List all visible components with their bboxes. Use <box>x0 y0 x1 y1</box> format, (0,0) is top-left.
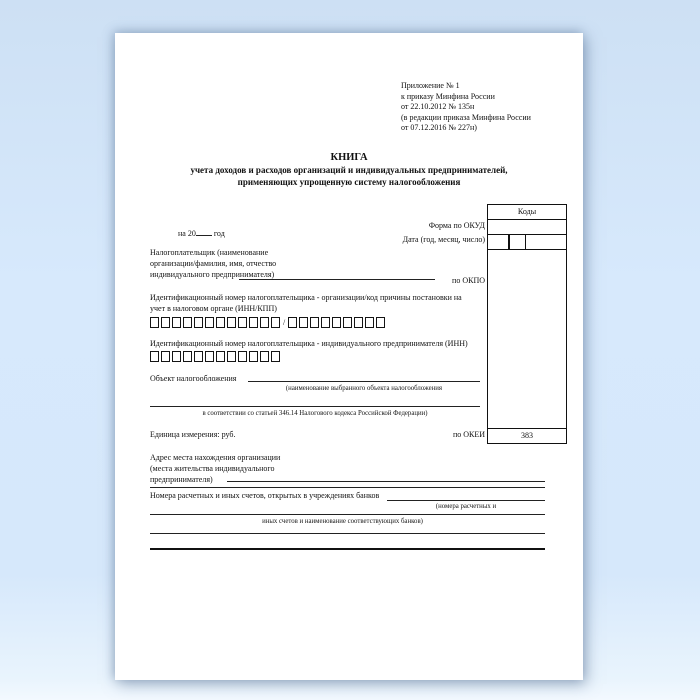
regulation-note-line: (в редакции приказа Минфина России <box>401 112 531 122</box>
tax-object-hint1: (наименование выбранного объекта налогообложения <box>285 385 443 392</box>
digit-cell <box>249 351 258 362</box>
period-suffix: год <box>213 229 225 238</box>
digit-cell <box>365 317 374 328</box>
digit-cell <box>161 317 170 328</box>
tax-object-fill-line2 <box>150 406 480 407</box>
inn-kpp-separator: / <box>283 318 286 327</box>
document-subtitle-line2: применяющих упрощенную систему налогообложения <box>237 177 461 187</box>
digit-cell <box>216 351 225 362</box>
codes-box <box>487 204 567 444</box>
okud-value-cell <box>488 220 566 235</box>
inn-ip-cells <box>150 351 282 362</box>
address-label-line: (места жительства индивидуального <box>150 464 275 473</box>
document-sheet <box>115 33 583 680</box>
address-fill-line <box>227 481 545 482</box>
section-divider-line <box>150 548 545 550</box>
okpo-label: по ОКПО <box>452 276 485 285</box>
date-cell-month <box>510 235 526 249</box>
date-cell-year <box>488 235 510 249</box>
regulation-note-line: к приказу Минфина России <box>401 91 495 101</box>
inn-kpp-label-line: Идентификационный номер налогоплательщика - организации/код причины постановки на <box>150 293 462 302</box>
accounts-fill-line2 <box>150 514 545 515</box>
digit-cell <box>271 317 280 328</box>
period-line <box>178 226 225 239</box>
taxpayer-label-line: индивидуального предпринимателя) <box>150 270 275 279</box>
digit-cell <box>238 317 247 328</box>
period-prefix: на 20 <box>178 229 196 238</box>
accounts-label: Номера расчетных и иных счетов, открытых в учреждениях банков <box>150 491 380 500</box>
digit-cell <box>343 317 352 328</box>
accounts-fill-line3 <box>150 533 545 534</box>
digit-cell <box>249 317 258 328</box>
digit-cell <box>271 351 280 362</box>
accounts-fill-line <box>387 500 545 501</box>
unit-label: Единица измерения: руб. <box>150 430 236 439</box>
okei-value-cell: 383 <box>488 428 566 443</box>
codes-box-spacer <box>488 250 566 428</box>
date-cell-day <box>526 235 566 249</box>
regulation-note <box>401 81 531 134</box>
digit-cell <box>376 317 385 328</box>
address-label-line: Адрес места нахождения организации <box>150 453 281 462</box>
inn-org-cells <box>150 317 282 328</box>
address-fill-line2 <box>150 487 545 488</box>
digit-cell <box>227 317 236 328</box>
digit-cell <box>227 351 236 362</box>
taxpayer-label-line: Налогоплательщик (наименование <box>150 248 269 257</box>
digit-cell <box>150 351 159 362</box>
period-year-blank <box>196 226 212 236</box>
inn-kpp-label-line: учет в налоговом органе (ИНН/КПП) <box>150 304 277 313</box>
digit-cell <box>183 351 192 362</box>
digit-cell <box>194 351 203 362</box>
digit-cell <box>238 351 247 362</box>
digit-cell <box>205 317 214 328</box>
taxpayer-fill-line <box>239 279 435 280</box>
digit-cell <box>260 317 269 328</box>
inn-ip-cell-row <box>150 351 282 362</box>
regulation-note-line: от 22.10.2012 № 135н <box>401 102 475 111</box>
inn-kpp-label <box>150 292 548 314</box>
digit-cell <box>172 351 181 362</box>
digit-cell <box>161 351 170 362</box>
taxpayer-label <box>150 247 276 280</box>
inn-kpp-cell-row <box>150 317 387 328</box>
digit-cell <box>172 317 181 328</box>
address-label-line: предпринимателя) <box>150 475 213 484</box>
document-subtitle-line1: учета доходов и расходов организаций и индивидуальных предпринимателей, <box>190 165 508 175</box>
tax-object-label: Объект налогообложения <box>150 374 237 383</box>
digit-cell <box>299 317 308 328</box>
digit-cell <box>150 317 159 328</box>
taxpayer-label-line: организации/фамилия, имя, отчество <box>150 259 277 268</box>
codes-box-header: Коды <box>488 205 566 220</box>
digit-cell <box>310 317 319 328</box>
digit-cell <box>332 317 341 328</box>
digit-cell <box>260 351 269 362</box>
accounts-hint2: иных счетов и наименование соответствующих банков) <box>262 518 423 525</box>
digit-cell <box>216 317 225 328</box>
regulation-note-line: от 07.12.2016 № 227н) <box>401 123 477 132</box>
date-value-cells <box>488 235 566 250</box>
digit-cell <box>194 317 203 328</box>
tax-object-fill-line <box>248 381 480 382</box>
tax-object-hint2: в соответствии со статьей 346.14 Налогового кодекса Российской Федерации) <box>202 410 428 417</box>
regulation-note-line: Приложение № 1 <box>401 81 460 90</box>
date-label: Дата (год, месяц, число) <box>402 235 485 244</box>
digit-cell <box>205 351 214 362</box>
digit-cell <box>288 317 297 328</box>
digit-cell <box>354 317 363 328</box>
accounts-hint1: (номера расчетных и <box>435 503 497 510</box>
digit-cell <box>321 317 330 328</box>
okei-label: по ОКЕИ <box>452 430 485 439</box>
inn-ip-label: Идентификационный номер налогоплательщика - индивидуального предпринимателя (ИНН) <box>150 339 468 348</box>
document-title: КНИГА <box>330 152 368 163</box>
kpp-cells <box>288 317 387 328</box>
okud-label: Форма по ОКУД <box>428 221 485 230</box>
digit-cell <box>183 317 192 328</box>
